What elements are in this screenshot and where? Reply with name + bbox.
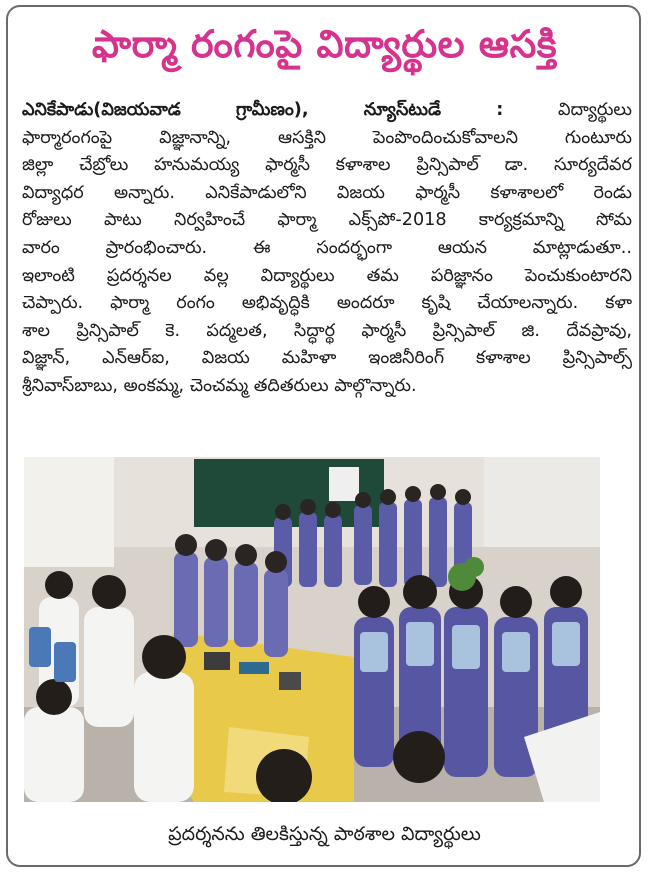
photo-caption: ప్రదర్శనను తిలకిస్తున్న పాఠశాల విద్యార్థులు <box>168 823 481 845</box>
body-line-1 <box>22 97 632 125</box>
body-line-10: విజ్ఞాన్, ఎన్‌ఆర్ఐ, విజయ మహిళా ఇంజినీరింగ్ కళాశాల ప్రిన్సిపాల్స్ <box>22 348 632 369</box>
body-line-9: శాల ప్రిన్సిపాల్ కె. పద్మలత, సిద్ధార్థ ఫార్మసీ ప్రిన్సిపాల్ జి. దేవప్రావు, <box>22 320 632 341</box>
body-line-5: రోజులు పాటు నిర్వహించే ఫార్మా ఎక్స్‌పో-2018 కార్యక్రమాన్ని సోమ <box>22 210 632 231</box>
body-line-7: ఇలాంటి ప్రదర్శనల వల్ల విద్యార్థులు తమ పరిజ్ఞానం పెంచుకుంటారని <box>22 265 632 286</box>
exhibition-photo-illustration <box>24 457 600 802</box>
body-line-8: చెప్పారు. ఫార్మా రంగం అభివృద్ధికి అందరూ కృషి చేయాలన్నారు. కళా <box>22 293 632 314</box>
body-line-2: ఫార్మారంగంపై విజ్ఞానాన్ని, ఆసక్తిని పెంపొందించుకోవాలని గుంటూరు <box>22 127 632 148</box>
headline: ఫార్మా రంగంపై విద్యార్థుల ఆసక్తి <box>91 22 558 66</box>
body-line-1-text: విద్యార్థులు <box>558 100 632 120</box>
body-line-4: విద్యాధర అన్నారు. ఎనికేపాడులోని విజయ ఫార్మసీ కళాశాలలో రెండు <box>22 182 632 203</box>
body-line-6: వారం ప్రారంభించారు. ఈ సందర్భంగా ఆయన మాట్లాడుతూ.. <box>22 237 632 258</box>
article-body <box>22 97 632 401</box>
dateline: ఎనికేపాడు(విజయవాడ గ్రామీణం), న్యూస్‌టుడే : <box>22 100 504 120</box>
body-line-3: జిల్లా చేబ్రోలు హనుమయ్య ఫార్మసీ కళాశాల ప్రిన్సిపాల్ డా. సూర్యదేవర <box>22 155 632 176</box>
body-line-11: శ్రీనివాస్‌బాబు, అంకమ్మ, చెంచమ్మ తదితరులు పాల్గొన్నారు. <box>22 375 417 396</box>
article-photo <box>24 457 600 802</box>
